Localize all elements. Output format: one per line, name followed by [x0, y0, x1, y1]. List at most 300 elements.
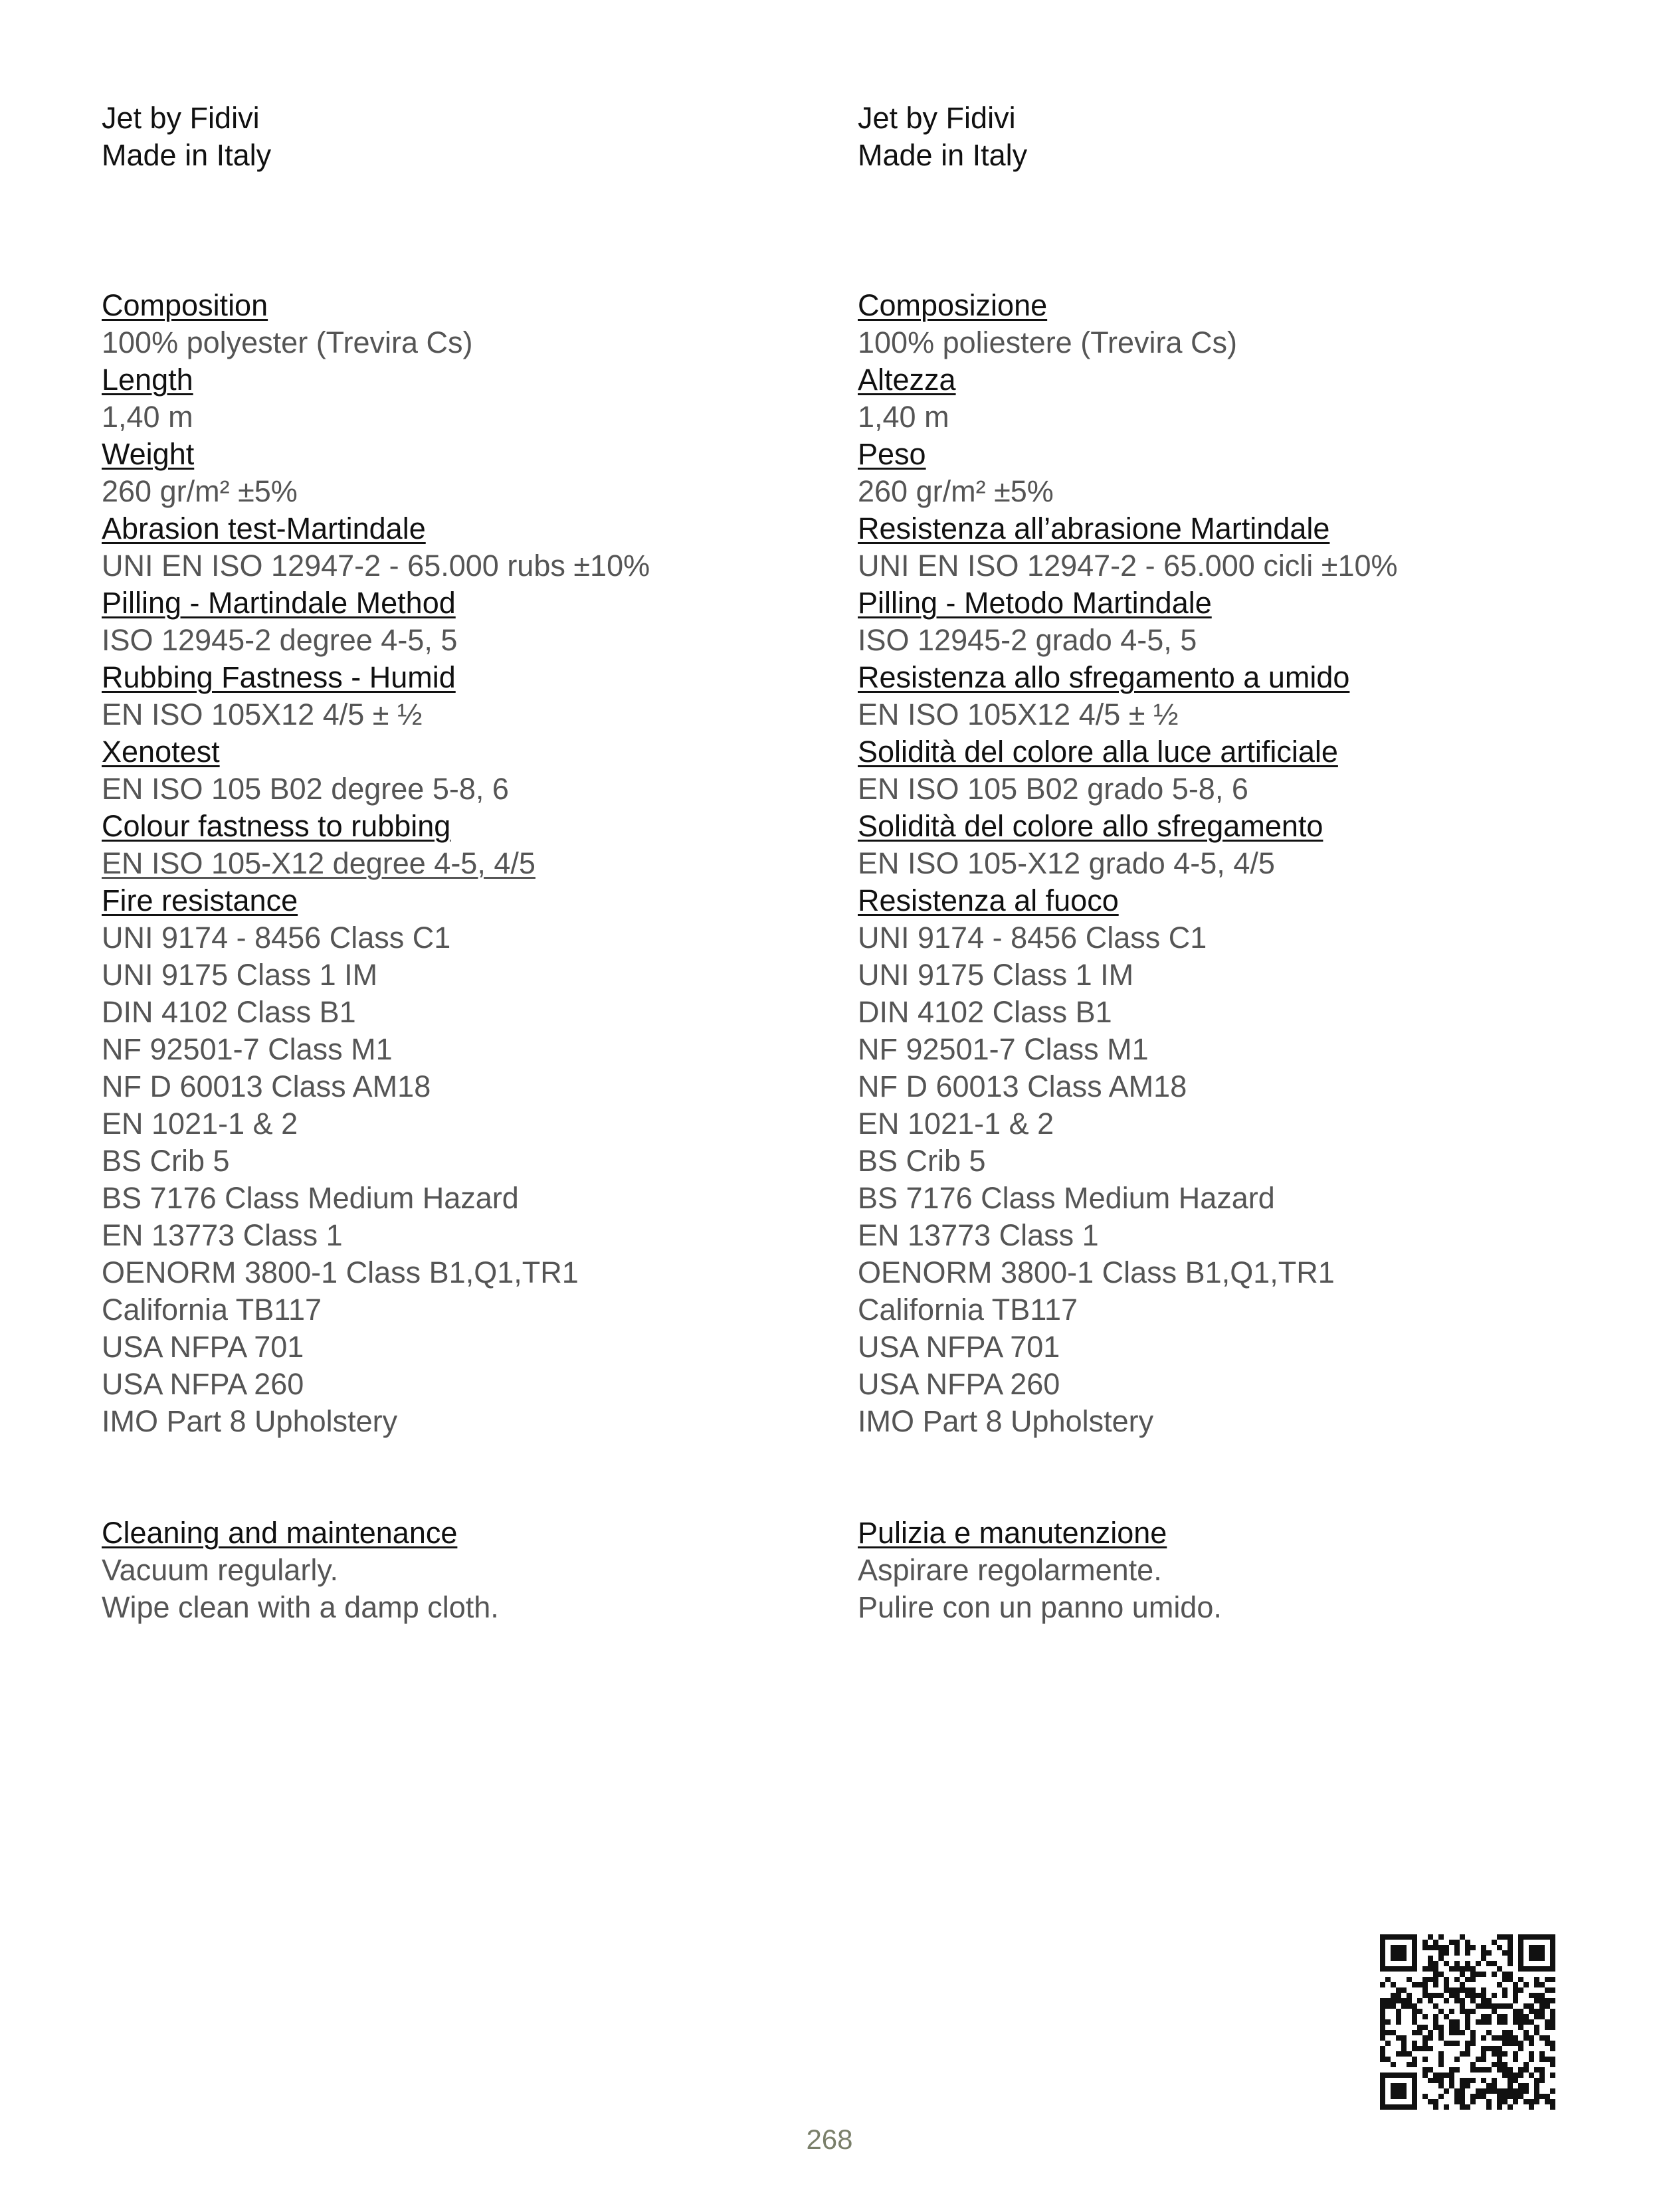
qr-module — [1401, 1998, 1407, 2003]
qr-module — [1545, 2041, 1550, 2046]
fire-item: NF D 60013 Class AM18 — [858, 1069, 1187, 1103]
qr-module — [1412, 1982, 1417, 1987]
qr-module — [1385, 2030, 1391, 2035]
qr-module — [1412, 2019, 1417, 2025]
qr-module — [1449, 2009, 1454, 2014]
qr-module — [1502, 2003, 1508, 2009]
qr-module — [1492, 1961, 1497, 1966]
qr-module — [1492, 2078, 1497, 2083]
spec-heading-xenotest: Xenotest — [102, 735, 220, 769]
spec-list — [858, 287, 1589, 1440]
qr-module — [1444, 1982, 1449, 1987]
qr-module — [1433, 1966, 1438, 1972]
qr-module — [1476, 1961, 1481, 1966]
qr-module — [1502, 2094, 1508, 2099]
qr-module — [1449, 2041, 1454, 2046]
qr-module — [1444, 2041, 1449, 2046]
qr-module — [1545, 2003, 1550, 2009]
qr-module — [1422, 1977, 1428, 1982]
qr-module — [1518, 2094, 1523, 2099]
qr-module — [1534, 1977, 1539, 1982]
qr-module — [1534, 2099, 1539, 2104]
qr-module — [1460, 1998, 1465, 2003]
qr-module — [1492, 2062, 1497, 2067]
fire-item: EN 1021-1 & 2 — [858, 1107, 1054, 1141]
qr-module — [1433, 1945, 1438, 1950]
qr-module — [1412, 2046, 1417, 2051]
qr-module — [1454, 1998, 1460, 2003]
qr-module — [1428, 1977, 1433, 1982]
qr-module — [1454, 2057, 1460, 2062]
qr-module — [1497, 2062, 1502, 2067]
qr-module — [1465, 2078, 1470, 2083]
qr-module — [1492, 2046, 1497, 2051]
qr-module — [1433, 1977, 1438, 1982]
qr-module — [1380, 2019, 1385, 2025]
qr-module — [1492, 2009, 1497, 2014]
qr-module — [1428, 1956, 1433, 1961]
fire-item: OENORM 3800-1 Class B1,Q1,TR1 — [102, 1255, 579, 1289]
qr-module — [1550, 2104, 1555, 2110]
qr-module — [1492, 2088, 1497, 2094]
qr-module — [1497, 2104, 1502, 2110]
qr-module — [1481, 2057, 1486, 2062]
qr-module — [1380, 2003, 1385, 2009]
qr-module — [1470, 2035, 1476, 2041]
fire-item: UNI 9175 Class 1 IM — [858, 958, 1134, 992]
care-line: Wipe clean with a damp cloth. — [102, 1590, 499, 1624]
qr-module — [1486, 1998, 1492, 2003]
qr-module — [1539, 2057, 1545, 2062]
fire-item: USA NFPA 701 — [102, 1330, 304, 1364]
qr-module — [1449, 2073, 1454, 2078]
qr-module — [1454, 2041, 1460, 2046]
qr-module — [1380, 2030, 1385, 2035]
qr-module — [1422, 1940, 1428, 1945]
qr-module — [1502, 2088, 1508, 2094]
qr-module — [1433, 2025, 1438, 2030]
spec-value-length: 1,40 m — [858, 400, 949, 434]
qr-module — [1481, 1950, 1486, 1956]
qr-module — [1385, 2003, 1391, 2009]
qr-module — [1428, 2099, 1433, 2104]
qr-module — [1550, 1987, 1555, 1993]
qr-module — [1385, 2057, 1391, 2062]
qr-module — [1433, 1961, 1438, 1966]
qr-module — [1433, 2019, 1438, 2025]
qr-module — [1508, 2041, 1513, 2046]
qr-module — [1422, 2035, 1428, 2041]
qr-module — [1492, 1972, 1497, 1977]
qr-module — [1433, 1940, 1438, 1945]
qr-module — [1481, 1998, 1486, 2003]
fire-item: NF 92501-7 Class M1 — [858, 1032, 1149, 1066]
qr-module — [1550, 1998, 1555, 2003]
qr-module — [1486, 1961, 1492, 1966]
qr-module — [1529, 2057, 1534, 2062]
qr-module — [1407, 1977, 1412, 1982]
qr-module — [1433, 2104, 1438, 2110]
qr-module — [1428, 2067, 1433, 2073]
qr-module — [1470, 2099, 1476, 2104]
qr-module — [1444, 1950, 1449, 1956]
qr-module — [1454, 2067, 1460, 2073]
qr-module — [1508, 1950, 1513, 1956]
qr-module — [1508, 2104, 1513, 2110]
spec-value-colour-rubbing: EN ISO 105-X12 degree 4-5, 4/5 — [102, 846, 536, 880]
spec-heading-colour-rubbing: Colour fastness to rubbing — [102, 809, 451, 843]
qr-module — [1460, 1934, 1465, 1940]
qr-module — [1518, 2067, 1523, 2073]
qr-module — [1502, 2062, 1508, 2067]
qr-module — [1465, 1945, 1470, 1950]
qr-module — [1460, 2099, 1465, 2104]
qr-module — [1486, 2014, 1492, 2019]
qr-module — [1545, 2094, 1550, 2099]
fire-item: USA NFPA 260 — [102, 1367, 304, 1401]
care-line: Pulire con un panno umido. — [858, 1590, 1222, 1624]
qr-module — [1481, 1993, 1486, 1998]
qr-module — [1518, 2009, 1523, 2014]
spec-value-length: 1,40 m — [102, 400, 193, 434]
qr-module — [1380, 2035, 1385, 2041]
qr-module — [1539, 2067, 1545, 2073]
fire-item: BS Crib 5 — [102, 1144, 230, 1178]
qr-module — [1550, 1977, 1555, 1982]
qr-module — [1518, 2088, 1523, 2094]
qr-module — [1502, 2073, 1508, 2078]
qr-module — [1518, 2046, 1523, 2051]
qr-module — [1486, 2046, 1492, 2051]
qr-module — [1492, 2003, 1497, 2009]
qr-module — [1438, 2035, 1444, 2041]
qr-module — [1412, 2009, 1417, 2014]
italian-column — [858, 100, 1589, 1626]
qr-module — [1396, 2014, 1401, 2019]
qr-module — [1465, 2046, 1470, 2051]
qr-module — [1428, 2035, 1433, 2041]
qr-module — [1508, 2094, 1513, 2099]
qr-module — [1545, 1998, 1550, 2003]
qr-module — [1534, 2094, 1539, 2099]
qr-module — [1465, 1961, 1470, 1966]
page-number: 268 — [806, 2124, 853, 2155]
qr-module — [1508, 1934, 1513, 1940]
qr-module — [1422, 1987, 1428, 1993]
qr-module — [1444, 1977, 1449, 1982]
qr-module — [1529, 2019, 1534, 2025]
qr-module — [1486, 1950, 1492, 1956]
qr-module — [1518, 1977, 1523, 1982]
fire-item: EN 13773 Class 1 — [858, 1218, 1099, 1252]
qr-module — [1539, 2014, 1545, 2019]
qr-module — [1550, 2073, 1555, 2078]
qr-module — [1401, 2003, 1407, 2009]
qr-module — [1513, 2088, 1518, 2094]
qr-module — [1513, 2078, 1518, 2083]
qr-module — [1513, 2094, 1518, 2099]
qr-module — [1470, 2030, 1476, 2035]
qr-module — [1508, 2035, 1513, 2041]
qr-module — [1438, 1950, 1444, 1956]
qr-module — [1529, 2051, 1534, 2057]
qr-module — [1380, 2014, 1385, 2019]
qr-module — [1460, 2094, 1465, 2099]
spec-value-colour-rubbing: EN ISO 105-X12 grado 4-5, 4/5 — [858, 846, 1275, 880]
brand-name: Jet by Fidivi — [102, 101, 260, 135]
qr-module — [1481, 1972, 1486, 1977]
qr-module — [1497, 1966, 1502, 1972]
spec-heading-pilling: Pilling - Martindale Method — [102, 586, 456, 620]
qr-module — [1465, 2014, 1470, 2019]
qr-module — [1465, 1966, 1470, 1972]
qr-code-icon[interactable] — [1380, 1934, 1555, 2110]
qr-module — [1534, 1998, 1539, 2003]
qr-module — [1481, 2078, 1486, 2083]
fire-resistance-heading: Resistenza al fuoco — [858, 883, 1119, 917]
qr-module — [1523, 2014, 1529, 2019]
qr-module — [1492, 1993, 1497, 1998]
qr-module — [1508, 1956, 1513, 1961]
qr-module — [1433, 2099, 1438, 2104]
qr-module — [1513, 2041, 1518, 2046]
qr-module — [1465, 2083, 1470, 2088]
qr-module — [1454, 1945, 1460, 1950]
qr-module — [1534, 2009, 1539, 2014]
qr-module — [1502, 1993, 1508, 1998]
qr-module — [1465, 1950, 1470, 1956]
qr-module — [1539, 2073, 1545, 2078]
qr-module — [1470, 1993, 1476, 1998]
spec-heading-weight: Peso — [858, 437, 926, 471]
qr-module — [1502, 2041, 1508, 2046]
qr-module — [1486, 2019, 1492, 2025]
qr-module — [1476, 2067, 1481, 2073]
qr-module — [1465, 1987, 1470, 1993]
qr-module — [1460, 2088, 1465, 2094]
qr-module — [1465, 2104, 1470, 2110]
qr-module — [1433, 2003, 1438, 2009]
qr-module — [1417, 2025, 1422, 2030]
qr-module — [1438, 2025, 1444, 2030]
qr-module — [1438, 1945, 1444, 1950]
qr-module — [1550, 2014, 1555, 2019]
qr-module — [1534, 2083, 1539, 2088]
qr-module — [1385, 1998, 1391, 2003]
qr-module — [1518, 2025, 1523, 2030]
qr-module — [1428, 1993, 1433, 1998]
qr-module — [1444, 2104, 1449, 2110]
qr-module — [1513, 2051, 1518, 2057]
qr-module — [1502, 2019, 1508, 2025]
qr-module — [1401, 2041, 1407, 2046]
qr-module — [1502, 2099, 1508, 2104]
qr-module — [1470, 2067, 1476, 2073]
qr-module — [1438, 2051, 1444, 2057]
qr-module — [1529, 2035, 1534, 2041]
fire-item: USA NFPA 260 — [858, 1367, 1060, 1401]
qr-module — [1492, 2035, 1497, 2041]
qr-module — [1401, 2051, 1407, 2057]
qr-module — [1444, 1998, 1449, 2003]
qr-module — [1508, 2030, 1513, 2035]
qr-module — [1433, 2014, 1438, 2019]
qr-module — [1502, 1950, 1508, 1956]
qr-module — [1481, 2088, 1486, 2094]
qr-module — [1518, 2083, 1523, 2088]
qr-module — [1433, 2078, 1438, 2083]
qr-module — [1391, 1993, 1396, 1998]
qr-module — [1534, 2030, 1539, 2035]
qr-module — [1449, 2025, 1454, 2030]
fire-item: IMO Part 8 Upholstery — [858, 1404, 1154, 1438]
qr-module — [1486, 2083, 1492, 2088]
qr-module — [1407, 2051, 1412, 2057]
qr-module — [1449, 2078, 1454, 2083]
qr-module — [1497, 2057, 1502, 2062]
qr-module — [1407, 1998, 1412, 2003]
qr-module — [1470, 2009, 1476, 2014]
fire-item: DIN 4102 Class B1 — [858, 995, 1112, 1029]
fire-item: BS Crib 5 — [858, 1144, 986, 1178]
care-block — [102, 1515, 832, 1626]
fire-item: UNI 9174 - 8456 Class C1 — [102, 921, 451, 955]
qr-finder-center — [1391, 1945, 1407, 1961]
qr-module — [1428, 1998, 1433, 2003]
qr-module — [1422, 1966, 1428, 1972]
qr-module — [1481, 2046, 1486, 2051]
qr-module — [1470, 1972, 1476, 1977]
qr-module — [1539, 2094, 1545, 2099]
qr-module — [1444, 2088, 1449, 2094]
qr-finder-center — [1529, 1945, 1545, 1961]
qr-module — [1476, 2019, 1481, 2025]
qr-module — [1454, 2019, 1460, 2025]
qr-module — [1529, 1993, 1534, 1998]
qr-module — [1502, 1934, 1508, 1940]
qr-module — [1508, 1940, 1513, 1945]
qr-module — [1497, 2046, 1502, 2051]
qr-module — [1465, 2019, 1470, 2025]
qr-module — [1444, 1945, 1449, 1950]
qr-module — [1497, 2014, 1502, 2019]
qr-module — [1396, 1993, 1401, 1998]
qr-module — [1396, 1998, 1401, 2003]
qr-module — [1481, 1987, 1486, 1993]
qr-module — [1497, 2051, 1502, 2057]
qr-module — [1449, 1993, 1454, 1998]
fire-item: EN 13773 Class 1 — [102, 1218, 343, 1252]
fire-item: OENORM 3800-1 Class B1,Q1,TR1 — [858, 1255, 1335, 1289]
qr-module — [1481, 2019, 1486, 2025]
qr-module — [1539, 2051, 1545, 2057]
fire-item: EN 1021-1 & 2 — [102, 1107, 298, 1141]
qr-module — [1380, 2046, 1385, 2051]
qr-module — [1465, 2041, 1470, 2046]
qr-module — [1454, 2099, 1460, 2104]
qr-module — [1380, 1982, 1385, 1987]
qr-module — [1438, 1972, 1444, 1977]
qr-module — [1508, 1977, 1513, 1982]
qr-module — [1518, 2041, 1523, 2046]
spec-heading-length: Length — [102, 363, 193, 397]
qr-module — [1422, 2046, 1428, 2051]
qr-module — [1449, 1966, 1454, 1972]
qr-module — [1470, 1945, 1476, 1950]
qr-module — [1545, 2019, 1550, 2025]
qr-module — [1476, 1972, 1481, 1977]
spec-heading-length: Altezza — [858, 363, 956, 397]
qr-module — [1460, 2003, 1465, 2009]
spec-heading-abrasion: Resistenza all’abrasione Martindale — [858, 511, 1330, 545]
brand-name: Jet by Fidivi — [858, 101, 1016, 135]
qr-module — [1529, 2099, 1534, 2104]
qr-module — [1433, 1972, 1438, 1977]
qr-module — [1391, 1982, 1396, 1987]
qr-module — [1534, 2014, 1539, 2019]
qr-module — [1444, 1987, 1449, 1993]
care-heading: Cleaning and maintenance — [102, 1516, 458, 1550]
spec-value-weight: 260 gr/m² ±5% — [102, 474, 298, 508]
qr-module — [1396, 1987, 1401, 1993]
qr-module — [1481, 2067, 1486, 2073]
qr-module — [1470, 2062, 1476, 2067]
qr-module — [1412, 2030, 1417, 2035]
fire-item: NF 92501-7 Class M1 — [102, 1032, 393, 1066]
qr-module — [1497, 2019, 1502, 2025]
qr-module — [1417, 1982, 1422, 1987]
qr-module — [1497, 1982, 1502, 1987]
qr-module — [1438, 1956, 1444, 1961]
qr-module — [1412, 2041, 1417, 2046]
qr-module — [1508, 2003, 1513, 2009]
qr-module — [1545, 2035, 1550, 2041]
qr-module — [1460, 2009, 1465, 2014]
qr-module — [1417, 2030, 1422, 2035]
qr-module — [1539, 1993, 1545, 1998]
qr-module — [1523, 1982, 1529, 1987]
qr-module — [1476, 2057, 1481, 2062]
qr-module — [1460, 2104, 1465, 2110]
spec-heading-light-fastness: Solidità del colore alla luce artificiale — [858, 735, 1338, 769]
qr-module — [1502, 1977, 1508, 1982]
qr-module — [1454, 1950, 1460, 1956]
qr-module — [1438, 2062, 1444, 2067]
origin-label: Made in Italy — [102, 138, 272, 172]
qr-module — [1385, 2041, 1391, 2046]
fire-item: BS 7176 Class Medium Hazard — [102, 1181, 519, 1215]
qr-module — [1433, 1993, 1438, 1998]
spec-value-light-fastness: EN ISO 105 B02 grado 5-8, 6 — [858, 772, 1248, 806]
qr-module — [1438, 2083, 1444, 2088]
qr-module — [1534, 1993, 1539, 1998]
qr-module — [1380, 1998, 1385, 2003]
qr-module — [1513, 1982, 1518, 1987]
qr-module — [1465, 1977, 1470, 1982]
qr-module — [1454, 2025, 1460, 2030]
spec-heading-rubbing-humid: Rubbing Fastness - Humid — [102, 660, 456, 694]
qr-module — [1545, 2057, 1550, 2062]
spec-heading-colour-rubbing: Solidità del colore allo sfregamento — [858, 809, 1323, 843]
qr-module — [1518, 2019, 1523, 2025]
qr-finder-center — [1391, 2083, 1407, 2099]
qr-module — [1513, 2014, 1518, 2019]
qr-module — [1486, 2104, 1492, 2110]
spec-value-xenotest: EN ISO 105 B02 degree 5-8, 6 — [102, 772, 509, 806]
qr-module — [1513, 2073, 1518, 2078]
qr-module — [1470, 2041, 1476, 2046]
qr-module — [1529, 2073, 1534, 2078]
